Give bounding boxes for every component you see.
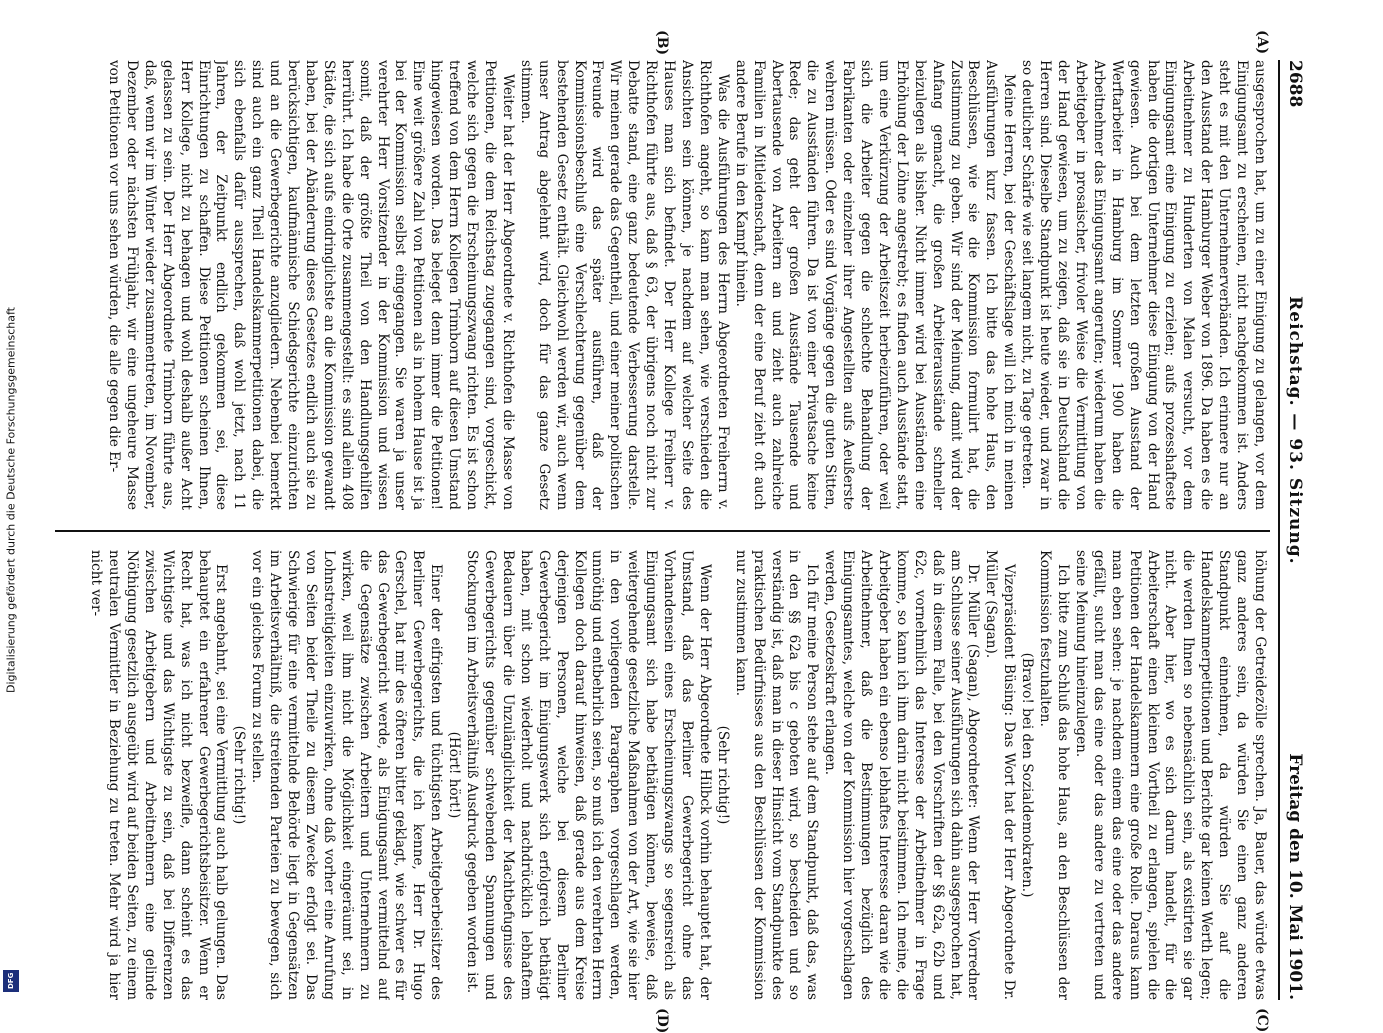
funding-note-strip [0,0,22,1000]
margin-mark-b: (B) [654,30,670,56]
interjection: (Bravo! bei den Sozialdemokraten.) [1019,652,1036,898]
paragraph: Dr. Müller (Sagan), Abgeordneter: Wenn der Herr Vorredner am Schlusse seiner Ausführungen sich dahin ausgesprochen hat, daß in diesem Falle, bei den Vorschriften der §§ 62a, 62b und 62c, vornehmlich das Interesse der Arbeitnehmer in Frage komme, so kann ich ihm darin nicht beistimmen. Ich meine, die Arbeitgeber haben ein ebenso lebhaftes Interesse daran wie die Arbeitnehmer, daß die Bestimmungen bezüglich des Einigungsamtes, welche von der Kommission hier vorgeschlagen werden, Gesetzeskraft erlangen. [822,550,982,1000]
page-title: Reichstag. — 93. Sitzung. [1285,296,1305,565]
column-divider [55,530,1270,532]
interjection: (Sehr richtig!) [231,725,248,825]
paragraph: Meine Herren, bei der Geschäftslage will ich mich in meinen Ausführungen kurz fassen. Ich bitte das hohe Haus, den Beschlüssen, wie sie die Kommission formulirt hat, die Zustimmung zu geben. Wir sind der Meinung, damit wird der Anfang gemacht, die großen Arbeiterausstände schneller beizulegen als bisher. Nicht immer wird bei Ausständen eine Erhöhung der Löhne angestrebt; es finden auch Ausstände statt, um eine Verkürzung der Arbeitszeit herbeizuführen, oder weil sich die Arbeiter gegen die schlechte Behandlung der Fabrikanten oder einzelner ihrer Angestellten aufs Aeußerste wehren müssen. Oder es sind Vorgänge gegen die guten Sitten, die zu Ausständen führen. Da ist von einer Privatsache keine Rede; das geht der großen Ausstände Tausende und Abertausende von Arbeitern an und zieht auch zahlreiche Familien in Mitleidenschaft, denn der eine Beruf zieht oft auch andere Berufe in den Kampf hinein. [732,60,1018,510]
margin-mark-a: (A) [1254,30,1270,55]
paragraph: Weiter hat der Herr Abgeordnete v. Richthofen die Masse von Petitionen, die dem Reichstag zugegangen sind, vorgeschickt, welche sich gegen die Erscheinungszwang richten. Es ist schon treffend von dem Herrn Kollegen Trimborn auf diesen Umstand hingewiesen worden. Das beleget denn immer die Petitionen! Eine weit größere Zahl von Petitionen als in hohem Hause ist ja bei der Kommission selbst eingegangen. Sie waren ja unser verehrter Herr Vorsitzender in der Kommission und wissen somit, daß der größte Theil von den Handlungsgehilfen herrührt. Ich habe die Orte zusammengestellt: es sind allein 408 Städte, die sich aufs eindringlichste an die Kommission gewandt haben, bei der Abänderung dieses Gesetzes endlich auch sie zu berücksichtigen, kaufmännische Schiedsgerichte einzurichten und an die Gewerbegerichte anzugliedern. Nebenbei bemerkt sind auch ein ganz Theil Handelskammerpetitionen dabei, die sich ebenfalls dafür aussprechen, daß wohl jetzt, nach 11 Jahren, der Zeitpunkt endlich gekommen sei, diese Einrichtungen zu schaffen. Diese Petitionen scheinen Ihnen, Herr Kollege, nicht zu behagen und wohl deshalb außer Acht gelassen zu sein. Der Herr Abgeordnete Trimborn führte aus, daß, wenn wir im Winter wieder zusammentreten, im November, Dezember oder nächsten Frühjahr, wir eine ungeheure Masse von Petitionen vor uns sehen würden, die alle gegen die Er- [106,60,516,510]
interjection: (Sehr richtig!) [714,725,731,825]
paragraph: Wenn der Herr Abgeordnete Hilbck vorhin behauptet hat, der Umstand, daß das Berliner Gewerbegericht ohne das Vorhandensein eines Erscheinungszwangs so segensreich als Einigungsamt sich habe bethätigen können, beweise, daß weitergehende gesetzliche Maßnahmen von der Art, wie sie hier in den vorliegenden Paragraphen vorgeschlagen werden, unnöthig und entbehrlich seien, so muß ich den verehrten Herrn Kollegen doch darauf hinweisen, daß gerade aus dem Kreise derjenigen Personen, welche bei diesem Berliner Gewerbegericht im Einigungswerk sich erfolgreich bethätigt haben, mit schon wiederholt und nachdrücklich lebhaftem Bedauern über die Unzulänglichkeit der Machtbefugnisse des Gewerbegerichts gegenüber schwebenden Spannungen und Stockungen im Arbeitsverhältniß Ausdruck gegeben worden ist. [464,550,713,1000]
session-date: Freitag den 10. Mai 1901. [1285,753,1305,1000]
left-text-column [58,60,1268,510]
speaker-intro: Vizepräsident Büsing: Das Wort hat der Herr Abgeordnete Dr. Müller (Sagan). [983,550,1018,1000]
funding-note-text: Digitalisierung gefördert durch die Deutsche Forschungsgemeinschaft [4,307,18,693]
page-header [1278,60,1310,1000]
scanned-page [50,30,1310,1033]
interjection: (Hört! hört!) [446,731,463,819]
dfg-logo: DFG [3,970,19,992]
paragraph: Ich bitte zum Schluß das hohe Haus, an den Beschlüssen der Kommission festzuhalten. [1037,550,1072,1000]
paragraph: ausgesprochen hat, um zu einer Einigung zu gelangen, vor dem Einigungsamt zu erscheinen, nicht nachgekommen ist. Anders steht es mit den Unternehmerverbänden. Ich erinnere nur an den Ausstand der Hamburger Weber von 1896. Da haben es die Arbeitnehmer zu Hunderten von Malen versucht, vor dem Einigungsamt eine Einigung zu erzielen; aufs prozesshafteste haben die dortigen Unternehmer diese Einigung von der Hand gewiesen. Auch bei dem letzten großen Ausstand der Werftarbeiter in Hamburg im Sommer 1900 haben die Arbeitnehmer das Einigungsamt angerufen; wiederum haben die Arbeitgeber in prosaischer, frivoler Weise die Vermittlung von der Hand gewiesen, um zu zeigen, daß sie in Deutschland die Herren sind. Dieselbe Standpunkt ist heute wieder, und zwar in so deutlicher Schärfe wie seit langem nicht, zu Tage getreten. [1019,60,1268,510]
right-text-column [58,550,1268,1000]
paragraph: höhung der Getreidezölle sprechen. Ja, Bauer, das würde etwas ganz anderes sein, da würden Sie einen ganz anderen Standpunkt einnehmen, da würden Sie auf die Handelskammerpetitionen und Berichte gar keinen Werth legen; die werden Ihnen so nebensächlich sein, als existirten sie gar nicht. Aber hier, wo es sich darum handelt, für die Arbeiterschaft einen kleinen Vortheil zu erlangen, spielen die Petitionen der Handelskammern eine große Rolle. Daraus kann man eben sehen: je nachdem einem das eine oder das andere gefällt, sucht man das eine oder das andere zu vertreten und seine Meinung hineinzulegen. [1072,550,1268,1000]
margin-mark-c: (C) [1254,1008,1270,1033]
paragraph: Was die Ausführungen des Herrn Abgeordneten Freiherrn v. Richthofen angeht, so kann man sehen, wie verschieden die Ansichten sein können, je nachdem auf welcher Seite des Hauses man sich befindet. Der Herr Kollege Freiherr v. Richthofen führte aus, daß § 63, der übrigens noch nicht zur Debatte stand, eine ganz bedeutende Verbesserung darstelle. Wir meinen gerade das Gegentheil, und einer meiner politischen Freunde wird das später ausführen, daß der Kommissionsbeschluß eine Verschlechterung gegenüber dem bestehenden Gesetz enthält. Gleichwohl werden wir, auch wenn unser Antrag abgelehnt wird, doch für das ganze Gesetz stimmen. [517,60,731,510]
paragraph: Ich für meine Person stehe auf dem Standpunkt, daß das, was in den §§ 62a bis c geboten wird, so bescheiden und so verständig ist, daß man in dieser Hinsicht vom Standpunkte des praktischen Bedürfnisses aus den Beschlüssen der Kommission nur zustimmen kann. [732,550,821,1000]
margin-mark-d: (D) [654,1008,670,1033]
page-number: 2688 [1285,60,1305,108]
paragraph: Erst angebahnt, sei eine Vermittlung auch halb gelungen. Das behauptet ein erfahrener Gewerbegerichtsbeisitzer. Wenn er Recht hat, was ich nicht bezweifle, dann scheint es das Wichtigste und das Wichtigste zu sein, daß bei Differenzen zwischen Arbeitgebern und Arbeitnehmern eine gelinde Nöthigung gesetzlich ausgeübt wird auf beiden Seiten, zu einem neutralen Vermittler in Beziehung zu treten. Mehr wird ja hier nicht ver- [88,550,230,1000]
paragraph: Einer der eifrigsten und tüchtigsten Arbeitgeberbeisitzer des Berliner Gewerbegerichts, die ich kenne, Herr Dr. Hugo Gerschel, hat mir des öfteren bitter geklagt, wie schwer es für das Gewerbegericht werde, als Einigungsamt vermittelnd auf die Gegensätze zwischen Arbeitern und Unternehmern zu wirken, weil ihm nicht die Möglichkeit eingeräumt sei, in Lohnstreitigkeiten einzuwirken, ohne daß vorher eine Anrufung von Seiten beider Theile zu diesem Zwecke erfolgt sei. Das Schwierige für eine vermittelnde Behörde liegt in Gegensätzen im Arbeitsverhältniß, die streitenden Parteien zu bewegen, sich vor ein gleiches Forum zu stellen. [249,550,445,1000]
